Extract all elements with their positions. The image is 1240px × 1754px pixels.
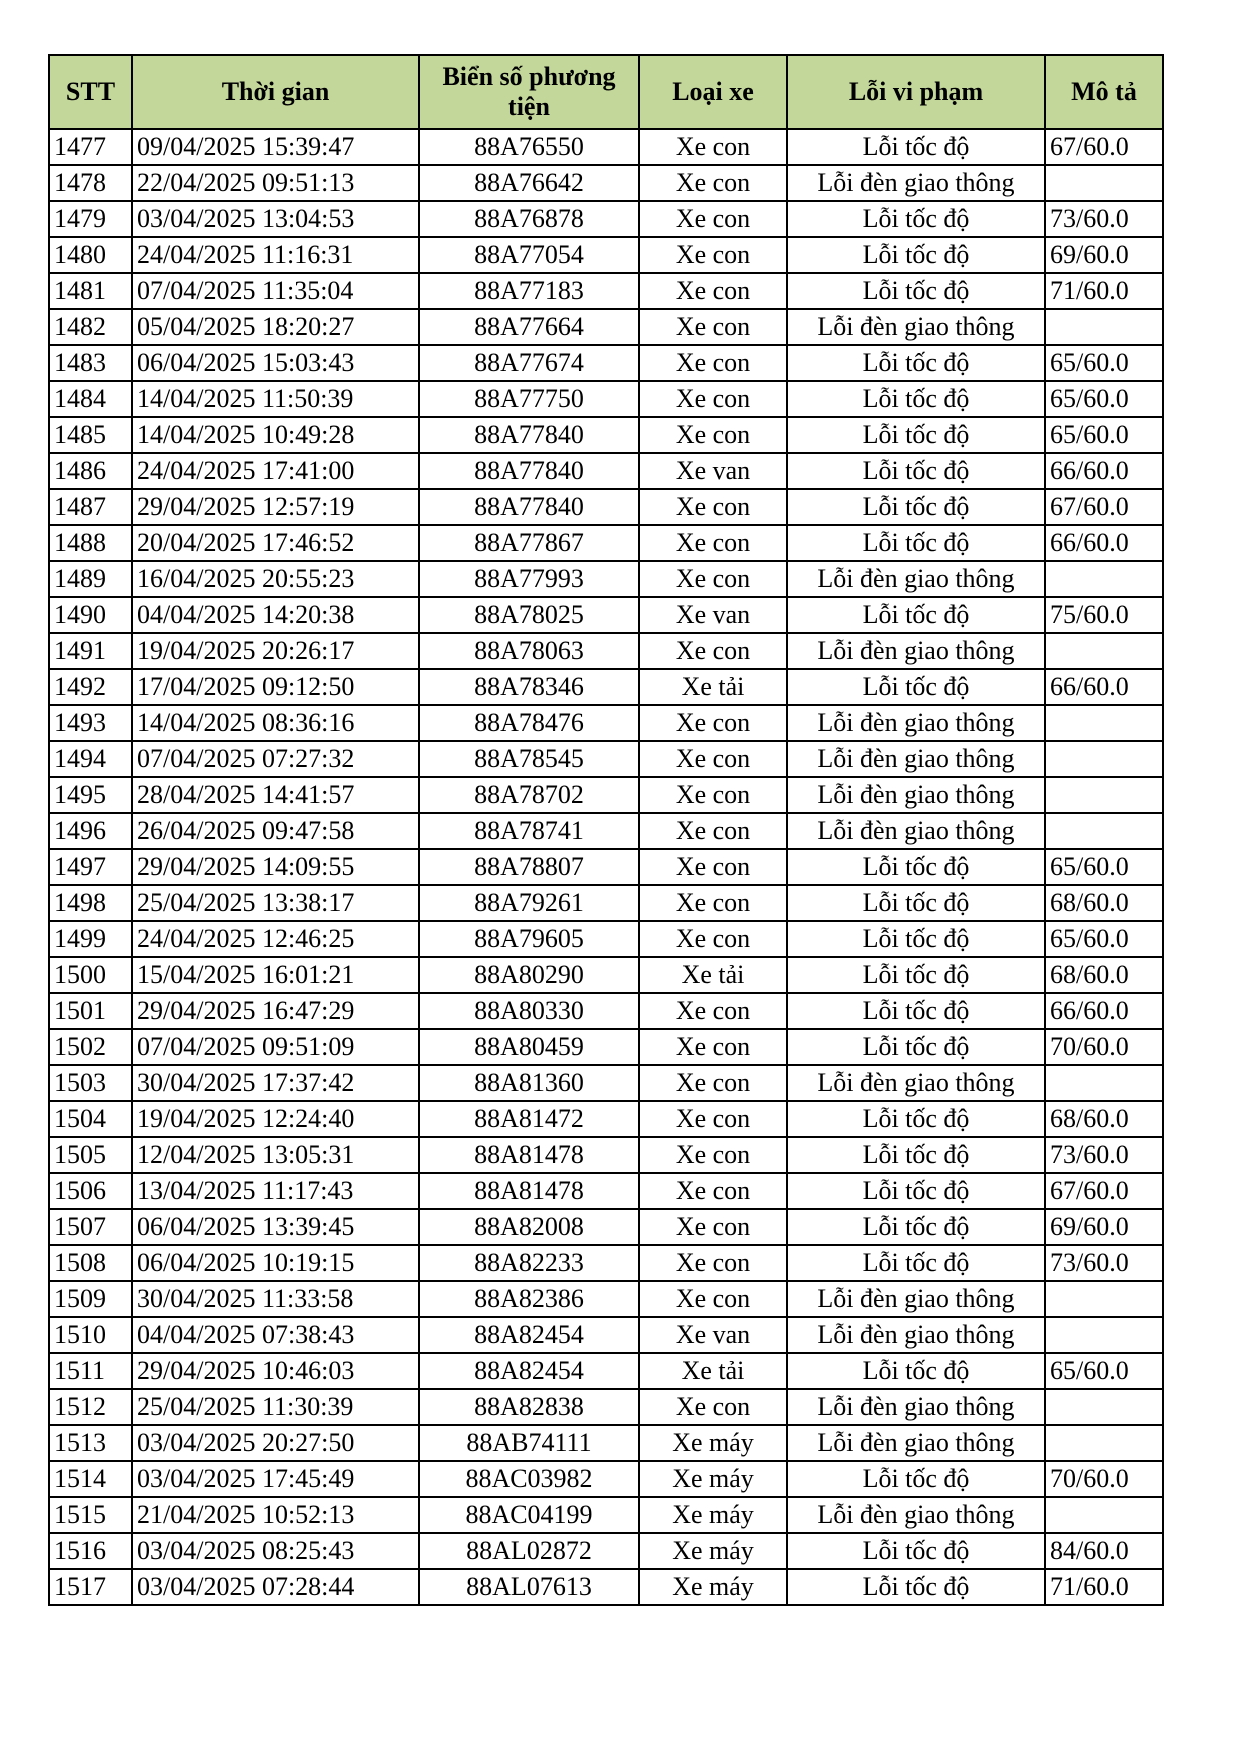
cell-description: 66/60.0: [1045, 525, 1163, 561]
cell-vehicle-type: Xe con: [639, 813, 787, 849]
cell-plate: 88A82454: [419, 1353, 639, 1389]
cell-stt: 1508: [49, 1245, 132, 1281]
cell-plate: 88A78063: [419, 633, 639, 669]
cell-violation: Lỗi tốc độ: [787, 525, 1045, 561]
cell-description: 65/60.0: [1045, 1353, 1163, 1389]
cell-plate: 88A81472: [419, 1101, 639, 1137]
table-row: [49, 1317, 1163, 1353]
cell-time: 04/04/2025 14:20:38: [132, 597, 419, 633]
cell-stt: 1511: [49, 1353, 132, 1389]
cell-description: [1045, 165, 1163, 201]
cell-time: 06/04/2025 10:19:15: [132, 1245, 419, 1281]
cell-plate: 88A82386: [419, 1281, 639, 1317]
cell-time: 03/04/2025 08:25:43: [132, 1533, 419, 1569]
table-row: [49, 741, 1163, 777]
cell-description: [1045, 309, 1163, 345]
cell-violation: Lỗi đèn giao thông: [787, 813, 1045, 849]
table-row: [49, 417, 1163, 453]
cell-plate: 88A76550: [419, 129, 639, 165]
table-row: [49, 777, 1163, 813]
cell-vehicle-type: Xe máy: [639, 1569, 787, 1605]
cell-description: 84/60.0: [1045, 1533, 1163, 1569]
table-row: [49, 453, 1163, 489]
cell-time: 14/04/2025 08:36:16: [132, 705, 419, 741]
cell-stt: 1484: [49, 381, 132, 417]
cell-stt: 1506: [49, 1173, 132, 1209]
cell-violation: Lỗi tốc độ: [787, 129, 1045, 165]
cell-time: 12/04/2025 13:05:31: [132, 1137, 419, 1173]
violations-table: [48, 54, 1164, 1606]
cell-plate: 88A82233: [419, 1245, 639, 1281]
cell-stt: 1504: [49, 1101, 132, 1137]
cell-description: 65/60.0: [1045, 345, 1163, 381]
cell-violation: Lỗi đèn giao thông: [787, 705, 1045, 741]
cell-time: 21/04/2025 10:52:13: [132, 1497, 419, 1533]
header-violation: Lỗi vi phạm: [787, 55, 1045, 129]
table-row: [49, 1173, 1163, 1209]
cell-time: 07/04/2025 09:51:09: [132, 1029, 419, 1065]
cell-plate: 88A81478: [419, 1137, 639, 1173]
table-row: [49, 1137, 1163, 1173]
cell-vehicle-type: Xe con: [639, 201, 787, 237]
cell-time: 29/04/2025 10:46:03: [132, 1353, 419, 1389]
cell-description: 65/60.0: [1045, 921, 1163, 957]
cell-plate: 88A76642: [419, 165, 639, 201]
cell-time: 17/04/2025 09:12:50: [132, 669, 419, 705]
cell-time: 06/04/2025 15:03:43: [132, 345, 419, 381]
cell-stt: 1516: [49, 1533, 132, 1569]
cell-violation: Lỗi đèn giao thông: [787, 1389, 1045, 1425]
cell-description: 73/60.0: [1045, 1245, 1163, 1281]
cell-violation: Lỗi tốc độ: [787, 1101, 1045, 1137]
cell-description: [1045, 1497, 1163, 1533]
cell-description: 71/60.0: [1045, 1569, 1163, 1605]
cell-description: 73/60.0: [1045, 1137, 1163, 1173]
cell-description: [1045, 705, 1163, 741]
cell-stt: 1493: [49, 705, 132, 741]
cell-plate: 88A78476: [419, 705, 639, 741]
table-row: [49, 237, 1163, 273]
cell-description: 66/60.0: [1045, 993, 1163, 1029]
cell-stt: 1492: [49, 669, 132, 705]
header-stt: STT: [49, 55, 132, 129]
cell-description: 70/60.0: [1045, 1029, 1163, 1065]
table-row: [49, 1389, 1163, 1425]
cell-violation: Lỗi tốc độ: [787, 669, 1045, 705]
cell-violation: Lỗi tốc độ: [787, 237, 1045, 273]
cell-violation: Lỗi tốc độ: [787, 273, 1045, 309]
cell-violation: Lỗi đèn giao thông: [787, 1425, 1045, 1461]
cell-description: [1045, 1425, 1163, 1461]
cell-description: 65/60.0: [1045, 849, 1163, 885]
cell-violation: Lỗi tốc độ: [787, 921, 1045, 957]
cell-time: 24/04/2025 12:46:25: [132, 921, 419, 957]
table-row: [49, 1353, 1163, 1389]
cell-plate: 88A81360: [419, 1065, 639, 1101]
cell-time: 29/04/2025 12:57:19: [132, 489, 419, 525]
cell-violation: Lỗi đèn giao thông: [787, 741, 1045, 777]
table-row: [49, 381, 1163, 417]
cell-violation: Lỗi đèn giao thông: [787, 1065, 1045, 1101]
cell-description: 71/60.0: [1045, 273, 1163, 309]
cell-violation: Lỗi tốc độ: [787, 597, 1045, 633]
cell-description: 73/60.0: [1045, 201, 1163, 237]
cell-plate: 88A77840: [419, 453, 639, 489]
cell-stt: 1497: [49, 849, 132, 885]
table-row: [49, 633, 1163, 669]
cell-vehicle-type: Xe van: [639, 453, 787, 489]
cell-description: [1045, 741, 1163, 777]
table-row: [49, 993, 1163, 1029]
cell-vehicle-type: Xe con: [639, 561, 787, 597]
cell-vehicle-type: Xe con: [639, 165, 787, 201]
cell-plate: 88A76878: [419, 201, 639, 237]
cell-description: 66/60.0: [1045, 453, 1163, 489]
cell-plate: 88A77867: [419, 525, 639, 561]
cell-violation: Lỗi đèn giao thông: [787, 633, 1045, 669]
cell-violation: Lỗi tốc độ: [787, 885, 1045, 921]
cell-violation: Lỗi đèn giao thông: [787, 1281, 1045, 1317]
cell-time: 22/04/2025 09:51:13: [132, 165, 419, 201]
cell-violation: Lỗi tốc độ: [787, 1209, 1045, 1245]
cell-time: 24/04/2025 11:16:31: [132, 237, 419, 273]
cell-plate: 88A78741: [419, 813, 639, 849]
cell-violation: Lỗi tốc độ: [787, 957, 1045, 993]
cell-violation: Lỗi tốc độ: [787, 1461, 1045, 1497]
header-description: Mô tả: [1045, 55, 1163, 129]
table-row: [49, 525, 1163, 561]
cell-stt: 1487: [49, 489, 132, 525]
cell-stt: 1507: [49, 1209, 132, 1245]
table-header: [49, 55, 1163, 129]
cell-description: 67/60.0: [1045, 489, 1163, 525]
cell-vehicle-type: Xe con: [639, 921, 787, 957]
cell-description: [1045, 1317, 1163, 1353]
cell-stt: 1478: [49, 165, 132, 201]
cell-stt: 1514: [49, 1461, 132, 1497]
cell-stt: 1490: [49, 597, 132, 633]
cell-vehicle-type: Xe tải: [639, 1353, 787, 1389]
cell-violation: Lỗi tốc độ: [787, 1173, 1045, 1209]
cell-description: 69/60.0: [1045, 237, 1163, 273]
cell-vehicle-type: Xe máy: [639, 1425, 787, 1461]
cell-stt: 1485: [49, 417, 132, 453]
cell-description: 65/60.0: [1045, 381, 1163, 417]
cell-plate: 88A82838: [419, 1389, 639, 1425]
cell-plate: 88A82008: [419, 1209, 639, 1245]
cell-stt: 1515: [49, 1497, 132, 1533]
cell-violation: Lỗi tốc độ: [787, 489, 1045, 525]
cell-description: 65/60.0: [1045, 417, 1163, 453]
cell-violation: Lỗi tốc độ: [787, 201, 1045, 237]
cell-time: 25/04/2025 11:30:39: [132, 1389, 419, 1425]
cell-vehicle-type: Xe con: [639, 1281, 787, 1317]
table-row: [49, 957, 1163, 993]
cell-description: [1045, 1065, 1163, 1101]
cell-plate: 88AC03982: [419, 1461, 639, 1497]
cell-vehicle-type: Xe con: [639, 993, 787, 1029]
cell-plate: 88A78025: [419, 597, 639, 633]
cell-violation: Lỗi tốc độ: [787, 345, 1045, 381]
cell-time: 05/04/2025 18:20:27: [132, 309, 419, 345]
cell-stt: 1480: [49, 237, 132, 273]
cell-vehicle-type: Xe con: [639, 1389, 787, 1425]
cell-vehicle-type: Xe van: [639, 597, 787, 633]
cell-stt: 1495: [49, 777, 132, 813]
cell-time: 30/04/2025 11:33:58: [132, 1281, 419, 1317]
cell-stt: 1509: [49, 1281, 132, 1317]
cell-stt: 1512: [49, 1389, 132, 1425]
cell-violation: Lỗi đèn giao thông: [787, 309, 1045, 345]
cell-vehicle-type: Xe con: [639, 741, 787, 777]
table-row: [49, 597, 1163, 633]
cell-stt: 1486: [49, 453, 132, 489]
cell-description: 75/60.0: [1045, 597, 1163, 633]
table-row: [49, 129, 1163, 165]
cell-vehicle-type: Xe con: [639, 1029, 787, 1065]
table-row: [49, 1245, 1163, 1281]
cell-vehicle-type: Xe van: [639, 1317, 787, 1353]
cell-violation: Lỗi tốc độ: [787, 1137, 1045, 1173]
cell-stt: 1502: [49, 1029, 132, 1065]
table-row: [49, 669, 1163, 705]
cell-time: 13/04/2025 11:17:43: [132, 1173, 419, 1209]
cell-plate: 88A80459: [419, 1029, 639, 1065]
cell-violation: Lỗi đèn giao thông: [787, 1317, 1045, 1353]
cell-plate: 88AL07613: [419, 1569, 639, 1605]
cell-time: 15/04/2025 16:01:21: [132, 957, 419, 993]
cell-stt: 1500: [49, 957, 132, 993]
cell-vehicle-type: Xe tải: [639, 669, 787, 705]
table-row: [49, 273, 1163, 309]
cell-stt: 1510: [49, 1317, 132, 1353]
cell-vehicle-type: Xe con: [639, 237, 787, 273]
table-row: [49, 1425, 1163, 1461]
cell-plate: 88AB74111: [419, 1425, 639, 1461]
cell-description: 67/60.0: [1045, 1173, 1163, 1209]
cell-plate: 88A78702: [419, 777, 639, 813]
cell-plate: 88A77993: [419, 561, 639, 597]
cell-time: 07/04/2025 11:35:04: [132, 273, 419, 309]
cell-time: 25/04/2025 13:38:17: [132, 885, 419, 921]
cell-plate: 88A81478: [419, 1173, 639, 1209]
cell-time: 07/04/2025 07:27:32: [132, 741, 419, 777]
cell-stt: 1513: [49, 1425, 132, 1461]
cell-stt: 1481: [49, 273, 132, 309]
cell-plate: 88AC04199: [419, 1497, 639, 1533]
cell-vehicle-type: Xe con: [639, 1245, 787, 1281]
cell-vehicle-type: Xe con: [639, 129, 787, 165]
header-plate: Biển số phương tiện: [419, 55, 639, 129]
cell-violation: Lỗi tốc độ: [787, 1353, 1045, 1389]
header-vehicle-type: Loại xe: [639, 55, 787, 129]
table-row: [49, 561, 1163, 597]
cell-description: 68/60.0: [1045, 1101, 1163, 1137]
cell-time: 28/04/2025 14:41:57: [132, 777, 419, 813]
cell-vehicle-type: Xe con: [639, 309, 787, 345]
cell-plate: 88A79261: [419, 885, 639, 921]
cell-time: 03/04/2025 20:27:50: [132, 1425, 419, 1461]
table-row: [49, 1101, 1163, 1137]
cell-plate: 88A78346: [419, 669, 639, 705]
cell-stt: 1489: [49, 561, 132, 597]
table-row: [49, 885, 1163, 921]
cell-time: 09/04/2025 15:39:47: [132, 129, 419, 165]
cell-time: 14/04/2025 10:49:28: [132, 417, 419, 453]
cell-vehicle-type: Xe con: [639, 525, 787, 561]
cell-violation: Lỗi tốc độ: [787, 1029, 1045, 1065]
cell-description: 68/60.0: [1045, 885, 1163, 921]
cell-vehicle-type: Xe con: [639, 417, 787, 453]
cell-description: [1045, 1281, 1163, 1317]
cell-violation: Lỗi tốc độ: [787, 1533, 1045, 1569]
cell-vehicle-type: Xe máy: [639, 1533, 787, 1569]
cell-violation: Lỗi tốc độ: [787, 1569, 1045, 1605]
cell-description: 66/60.0: [1045, 669, 1163, 705]
table-row: [49, 1461, 1163, 1497]
cell-description: 67/60.0: [1045, 129, 1163, 165]
cell-vehicle-type: Xe con: [639, 885, 787, 921]
cell-violation: Lỗi tốc độ: [787, 993, 1045, 1029]
cell-plate: 88A77664: [419, 309, 639, 345]
header-row: [49, 55, 1163, 129]
cell-description: [1045, 813, 1163, 849]
cell-vehicle-type: Xe con: [639, 1173, 787, 1209]
cell-stt: 1499: [49, 921, 132, 957]
cell-plate: 88A79605: [419, 921, 639, 957]
table-row: [49, 165, 1163, 201]
cell-violation: Lỗi đèn giao thông: [787, 561, 1045, 597]
cell-plate: 88AL02872: [419, 1533, 639, 1569]
header-time: Thời gian: [132, 55, 419, 129]
cell-stt: 1498: [49, 885, 132, 921]
cell-time: 19/04/2025 20:26:17: [132, 633, 419, 669]
table-row: [49, 921, 1163, 957]
cell-violation: Lỗi đèn giao thông: [787, 1497, 1045, 1533]
cell-plate: 88A80290: [419, 957, 639, 993]
cell-stt: 1483: [49, 345, 132, 381]
cell-vehicle-type: Xe con: [639, 1209, 787, 1245]
cell-time: 20/04/2025 17:46:52: [132, 525, 419, 561]
cell-vehicle-type: Xe máy: [639, 1497, 787, 1533]
cell-stt: 1501: [49, 993, 132, 1029]
cell-time: 26/04/2025 09:47:58: [132, 813, 419, 849]
table-row: [49, 345, 1163, 381]
cell-vehicle-type: Xe con: [639, 777, 787, 813]
cell-vehicle-type: Xe máy: [639, 1461, 787, 1497]
cell-plate: 88A77054: [419, 237, 639, 273]
cell-description: [1045, 633, 1163, 669]
cell-stt: 1477: [49, 129, 132, 165]
cell-description: 68/60.0: [1045, 957, 1163, 993]
table-row: [49, 489, 1163, 525]
table-row: [49, 1065, 1163, 1101]
cell-time: 04/04/2025 07:38:43: [132, 1317, 419, 1353]
cell-vehicle-type: Xe con: [639, 345, 787, 381]
table-row: [49, 1281, 1163, 1317]
cell-stt: 1479: [49, 201, 132, 237]
cell-plate: 88A80330: [419, 993, 639, 1029]
cell-stt: 1503: [49, 1065, 132, 1101]
cell-description: 70/60.0: [1045, 1461, 1163, 1497]
cell-violation: Lỗi tốc độ: [787, 381, 1045, 417]
cell-time: 03/04/2025 17:45:49: [132, 1461, 419, 1497]
table-body: [49, 129, 1163, 1605]
cell-stt: 1494: [49, 741, 132, 777]
cell-time: 24/04/2025 17:41:00: [132, 453, 419, 489]
cell-description: [1045, 1389, 1163, 1425]
cell-time: 14/04/2025 11:50:39: [132, 381, 419, 417]
cell-time: 03/04/2025 07:28:44: [132, 1569, 419, 1605]
cell-plate: 88A78545: [419, 741, 639, 777]
cell-violation: Lỗi tốc độ: [787, 417, 1045, 453]
table-row: [49, 1533, 1163, 1569]
cell-plate: 88A77750: [419, 381, 639, 417]
cell-stt: 1488: [49, 525, 132, 561]
cell-vehicle-type: Xe con: [639, 705, 787, 741]
table-row: [49, 201, 1163, 237]
cell-time: 06/04/2025 13:39:45: [132, 1209, 419, 1245]
cell-violation: Lỗi đèn giao thông: [787, 777, 1045, 813]
cell-vehicle-type: Xe con: [639, 633, 787, 669]
cell-stt: 1491: [49, 633, 132, 669]
table-row: [49, 705, 1163, 741]
cell-vehicle-type: Xe con: [639, 1137, 787, 1173]
cell-violation: Lỗi tốc độ: [787, 849, 1045, 885]
cell-stt: 1496: [49, 813, 132, 849]
cell-vehicle-type: Xe con: [639, 1101, 787, 1137]
cell-vehicle-type: Xe tải: [639, 957, 787, 993]
table-row: [49, 1497, 1163, 1533]
cell-stt: 1517: [49, 1569, 132, 1605]
cell-vehicle-type: Xe con: [639, 273, 787, 309]
cell-plate: 88A78807: [419, 849, 639, 885]
table-row: [49, 1569, 1163, 1605]
cell-plate: 88A77674: [419, 345, 639, 381]
cell-violation: Lỗi tốc độ: [787, 453, 1045, 489]
cell-plate: 88A82454: [419, 1317, 639, 1353]
table-row: [49, 813, 1163, 849]
cell-vehicle-type: Xe con: [639, 1065, 787, 1101]
cell-vehicle-type: Xe con: [639, 381, 787, 417]
cell-time: 29/04/2025 16:47:29: [132, 993, 419, 1029]
cell-description: [1045, 777, 1163, 813]
cell-vehicle-type: Xe con: [639, 489, 787, 525]
cell-time: 16/04/2025 20:55:23: [132, 561, 419, 597]
cell-violation: Lỗi đèn giao thông: [787, 165, 1045, 201]
cell-plate: 88A77840: [419, 489, 639, 525]
cell-stt: 1482: [49, 309, 132, 345]
cell-time: 19/04/2025 12:24:40: [132, 1101, 419, 1137]
table-row: [49, 309, 1163, 345]
cell-description: 69/60.0: [1045, 1209, 1163, 1245]
cell-time: 03/04/2025 13:04:53: [132, 201, 419, 237]
cell-plate: 88A77840: [419, 417, 639, 453]
cell-description: [1045, 561, 1163, 597]
cell-vehicle-type: Xe con: [639, 849, 787, 885]
cell-plate: 88A77183: [419, 273, 639, 309]
table-row: [49, 1209, 1163, 1245]
table-row: [49, 849, 1163, 885]
cell-time: 29/04/2025 14:09:55: [132, 849, 419, 885]
cell-violation: Lỗi tốc độ: [787, 1245, 1045, 1281]
cell-stt: 1505: [49, 1137, 132, 1173]
cell-time: 30/04/2025 17:37:42: [132, 1065, 419, 1101]
table-row: [49, 1029, 1163, 1065]
